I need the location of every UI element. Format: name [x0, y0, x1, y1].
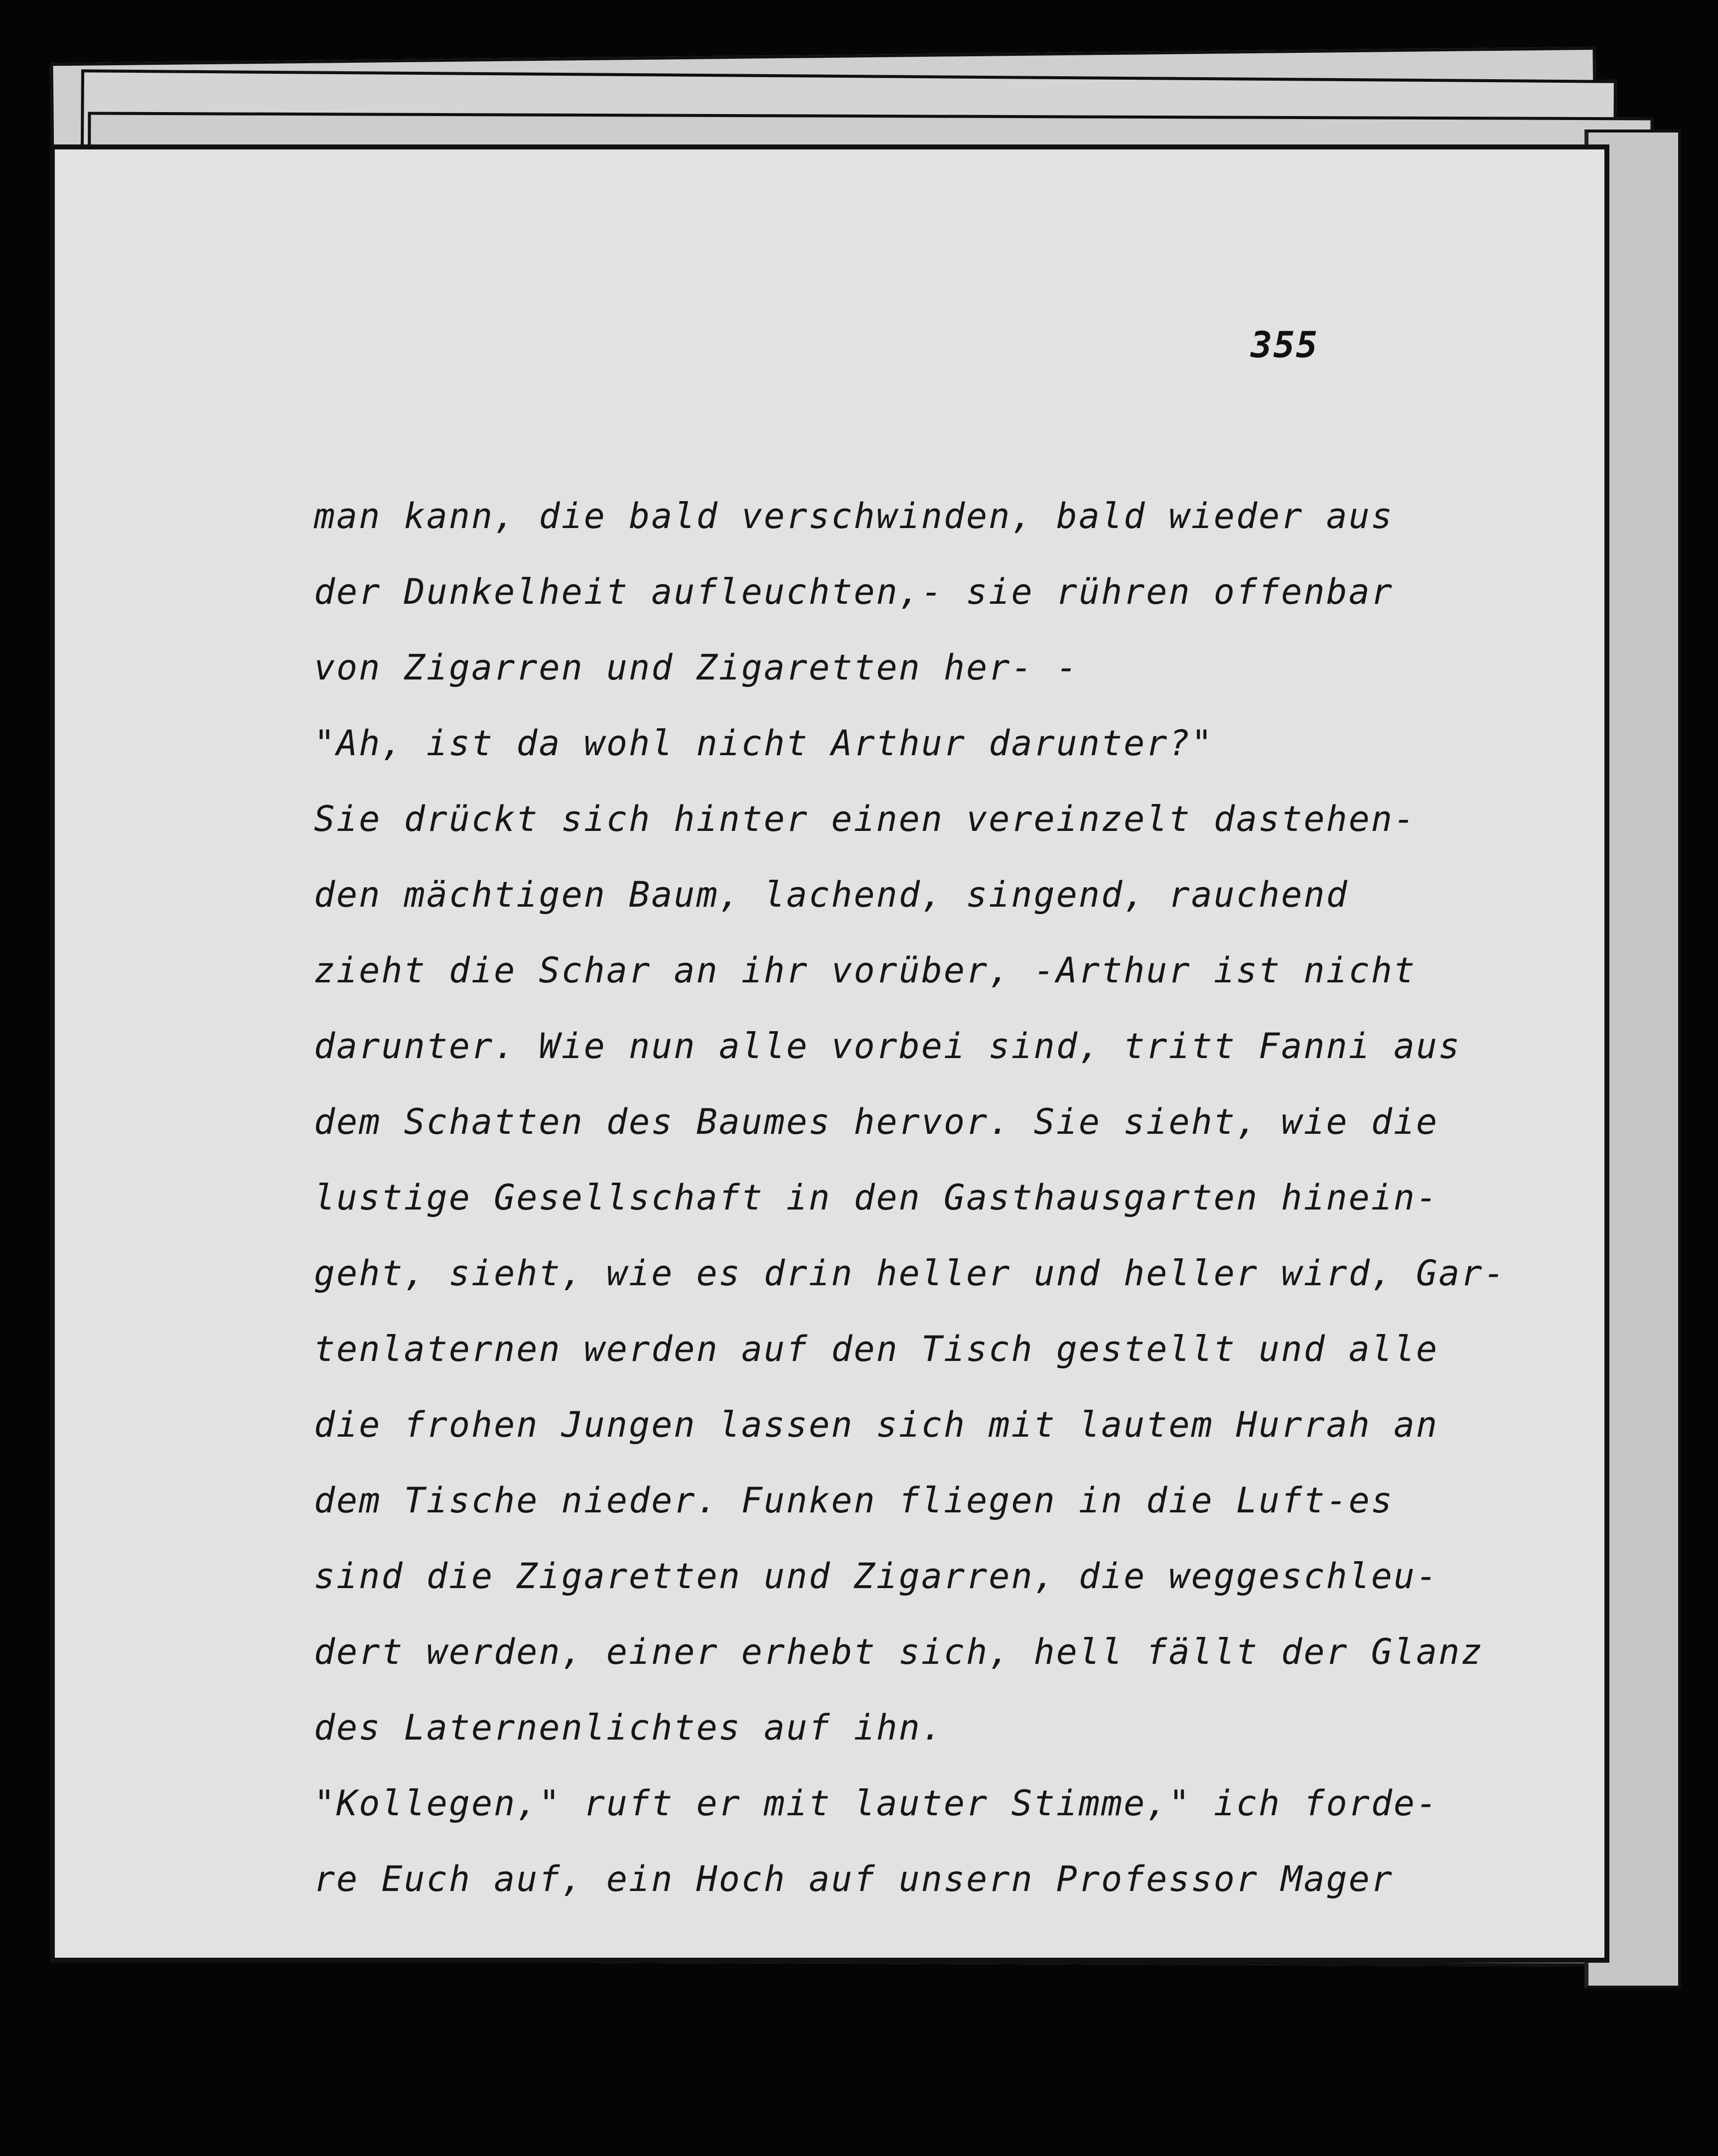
text-line: sind die Zigaretten und Zigarren, die weggeschleu- — [314, 1556, 1439, 1597]
text-line: dem Schatten des Baumes hervor. Sie sieht, wie die — [314, 1101, 1439, 1142]
text-line: "Kollegen," ruft er mit lauter Stimme," ich forde- — [314, 1783, 1439, 1824]
body-text — [314, 478, 1589, 1917]
text-line: dert werden, einer erhebt sich, hell fällt der Glanz — [314, 1631, 1484, 1672]
text-line: von Zigarren und Zigaretten her- - — [314, 647, 1079, 688]
text-line: geht, sieht, wie es drin heller und heller wird, Gar- — [314, 1253, 1506, 1294]
text-line: lustige Gesellschaft in den Gasthausgarten hinein- — [314, 1177, 1439, 1218]
text-line: den mächtigen Baum, lachend, singend, rauchend — [314, 874, 1349, 915]
page-number: 355 — [1251, 324, 1319, 366]
text-line: man kann, die bald verschwinden, bald wieder aus — [314, 496, 1394, 537]
text-line: "Ah, ist da wohl nicht Arthur darunter?" — [314, 723, 1214, 764]
text-line: zieht die Schar an ihr vorüber, -Arthur ist nicht — [314, 950, 1417, 991]
text-line: re Euch auf, ein Hoch auf unsern Professor Mager — [314, 1859, 1394, 1899]
text-line: des Laternenlichtes auf ihn. — [314, 1707, 944, 1748]
typewritten-page — [50, 144, 1609, 1963]
text-line: der Dunkelheit aufleuchten,- sie rühren offenbar — [314, 571, 1394, 612]
text-line: tenlaternen werden auf den Tisch gestellt und alle — [314, 1329, 1439, 1369]
text-line: Sie drückt sich hinter einen vereinzelt dastehen- — [314, 799, 1417, 839]
text-line: dem Tische nieder. Funken fliegen in die Luft-es — [314, 1480, 1394, 1521]
text-line: die frohen Jungen lassen sich mit lautem Hurrah an — [314, 1404, 1439, 1445]
text-line: darunter. Wie nun alle vorbei sind, tritt Fanni aus — [314, 1026, 1461, 1067]
